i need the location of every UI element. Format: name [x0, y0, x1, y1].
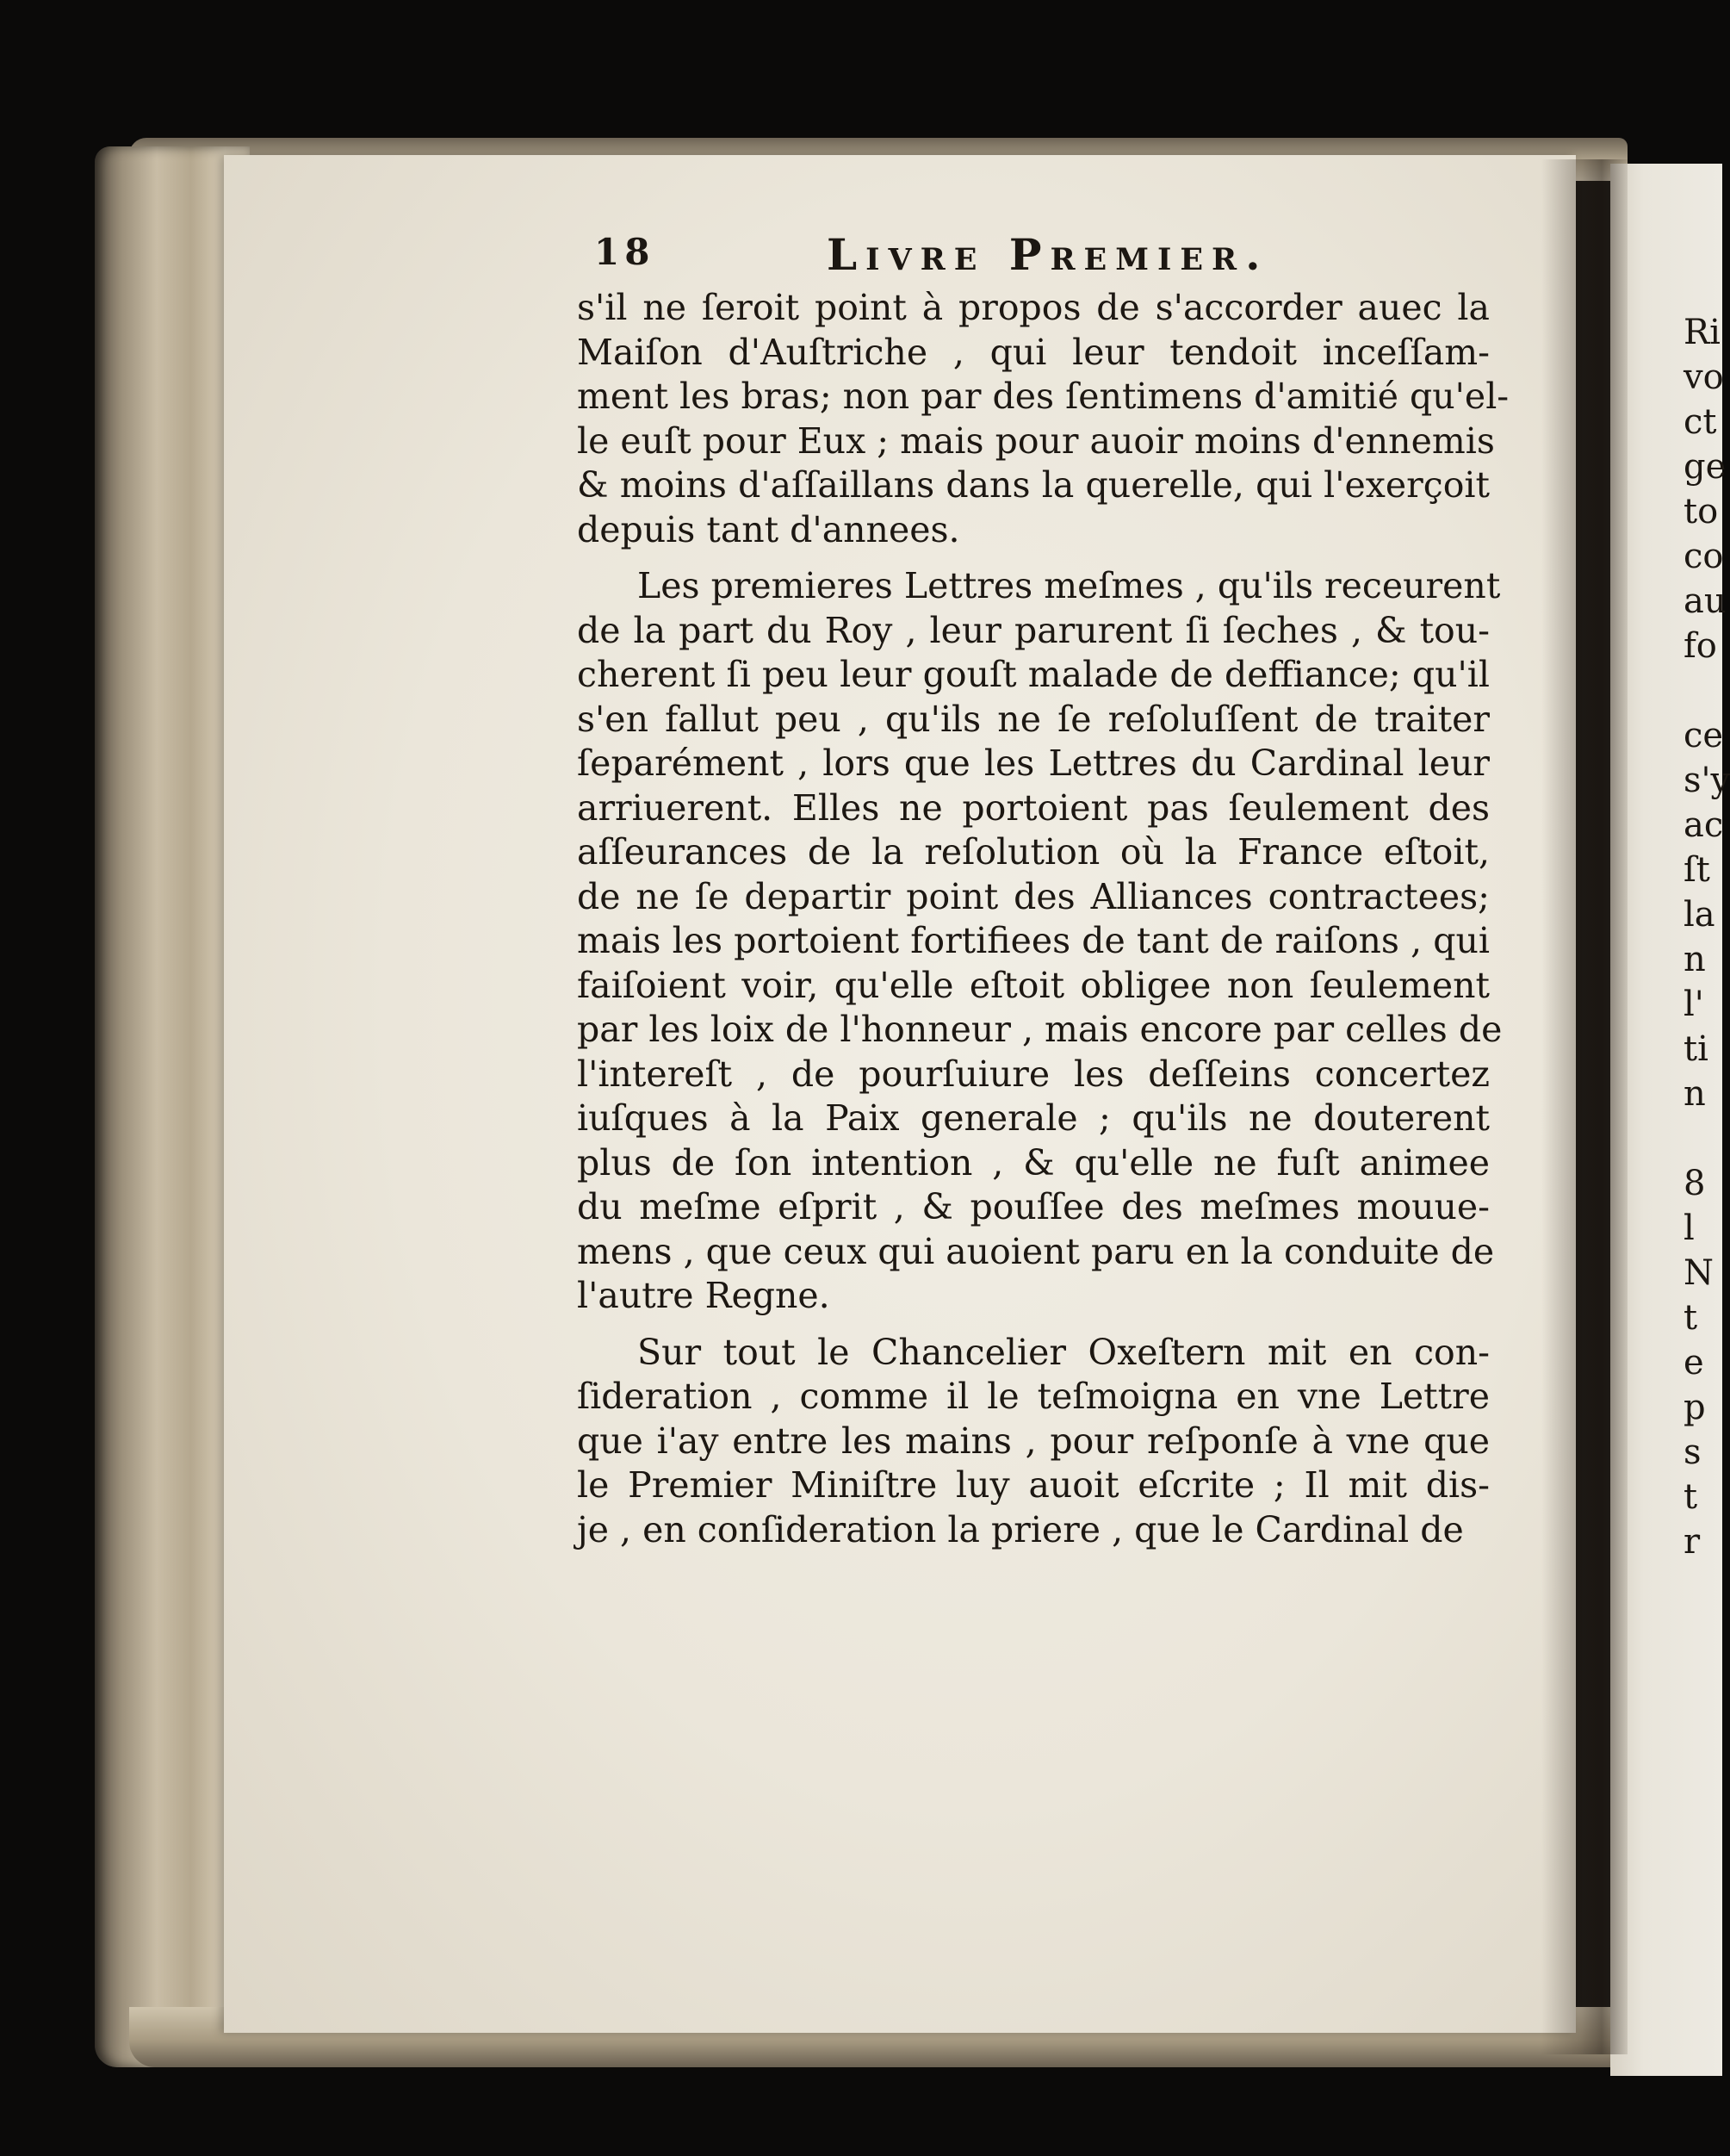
right-page-fragment: l'	[1683, 985, 1704, 1024]
right-page-fragment: p	[1683, 1388, 1706, 1427]
text-line: que i'ay entre les mains , pour reſponſe à vne que	[577, 1420, 1490, 1462]
right-page-fragment: n	[1683, 940, 1706, 979]
right-page-fragment: ti	[1683, 1029, 1708, 1069]
page-number: 18	[594, 231, 655, 273]
text-line: faiſoient voir, qu'elle eſtoit obligee non ſeulement	[577, 964, 1490, 1006]
text-line: mais les portoient fortifiees de tant de raiſons , qui	[577, 920, 1490, 961]
running-head	[577, 226, 1490, 286]
right-page-fragment: e	[1683, 1343, 1704, 1382]
right-page-fragment: Ri	[1683, 313, 1721, 352]
right-page-fragment: t	[1683, 1298, 1698, 1338]
text-line: ment les bras; non par des ſentimens d'amitié qu'el-	[577, 376, 1510, 417]
text-line: mens , que ceux qui auoient paru en la conduite de	[577, 1230, 1495, 1272]
right-page-gap	[1683, 668, 1730, 713]
right-page-fragment: ac	[1683, 805, 1724, 845]
right-page-fragment: s'y	[1683, 761, 1730, 800]
right-page-fragment: to	[1683, 492, 1719, 531]
right-page-fragment: 8	[1683, 1164, 1706, 1203]
paragraph-gap	[577, 1319, 1490, 1331]
text-line: ſideration , comme il le teſmoigna en vne Lettre	[577, 1376, 1490, 1417]
right-page-fragment: la	[1683, 895, 1715, 935]
left-page-text	[577, 226, 1510, 1552]
text-line: s'en fallut peu , qu'ils ne ſe reſoluſſent de traiter	[577, 698, 1490, 740]
right-page-fragment: s	[1683, 1432, 1702, 1472]
text-line: le euſt pour Eux ; mais pour auoir moins d'ennemis	[577, 419, 1495, 462]
text-line: arriuerent. Elles ne portoient pas ſeulement des	[577, 786, 1490, 829]
text-line: du meſme eſprit , & pouſſee des meſmes mouue-	[577, 1186, 1490, 1227]
right-page-fragment: ce	[1683, 716, 1724, 755]
text-line: Sur tout le Chancelier Oxeſtern mit en con-	[637, 1331, 1490, 1373]
right-page-fragment: au	[1683, 581, 1727, 621]
text-line: ſeparément , lors que les Lettres du Cardinal leur	[577, 742, 1490, 784]
right-page-fragment: r	[1683, 1522, 1701, 1562]
text-line: je , en conſideration la priere , que le Cardinal de	[577, 1508, 1464, 1550]
right-page-fragment: co	[1683, 537, 1724, 576]
text-line: Les premieres Lettres meſmes , qu'ils receurent	[637, 565, 1501, 606]
text-line: l'intereſt , de pourſuiure les deſſeins concertez	[577, 1053, 1490, 1095]
running-head-title: Livre Premier.	[827, 229, 1269, 280]
right-page-fragment: l	[1683, 1208, 1695, 1248]
text-line: par les loix de l'honneur , mais encore par celles de	[577, 1009, 1503, 1050]
right-page-fragment: fo	[1683, 626, 1717, 666]
text-line: l'autre Regne.	[577, 1275, 830, 1316]
paragraph-gap	[577, 552, 1490, 564]
right-page-fragment: n	[1683, 1074, 1706, 1114]
text-line: de la part du Roy , leur parurent ſi ſeches , & tou-	[577, 609, 1490, 651]
paragraphs	[577, 286, 1510, 1552]
right-page-fragment: ge	[1683, 447, 1727, 487]
text-line: Maiſon d'Auſtriche , qui leur tendoit inceſſam-	[577, 331, 1490, 373]
text-line: plus de ſon intention , & qu'elle ne fuſt animee	[577, 1141, 1490, 1184]
right-page-fragment: vo	[1683, 357, 1724, 397]
text-line: depuis tant d'annees.	[577, 508, 960, 550]
text-line: de ne ſe departir point des Alliances contractees;	[577, 875, 1490, 917]
text-line: & moins d'aſſaillans dans la querelle, qui l'exerçoit	[577, 464, 1490, 506]
text-line: iuſques à la Paix generale ; qu'ils ne douterent	[577, 1097, 1490, 1139]
right-page-fragment: ſt	[1683, 850, 1710, 890]
text-line: aſſeurances de la reſolution où la France eſtoit,	[577, 831, 1490, 873]
right-page-fragment: N	[1683, 1253, 1714, 1293]
right-page-fragment: t	[1683, 1477, 1698, 1517]
paragraph	[577, 1331, 1490, 1553]
text-line: s'il ne ſeroit point à propos de s'accorder auec la	[577, 287, 1490, 328]
paragraph	[577, 286, 1510, 552]
right-page-fragments	[1683, 310, 1730, 1564]
right-page-gap	[1683, 1116, 1730, 1161]
right-page-fragment: ct	[1683, 402, 1717, 442]
page-gutter-shadow	[1541, 159, 1628, 2054]
text-line: le Premier Miniſtre luy auoit eſcrite ; Il mit dis-	[577, 1464, 1490, 1506]
text-line: cherent ſi peu leur gouſt malade de deffiance; qu'il	[577, 654, 1490, 695]
paragraph	[577, 564, 1503, 1319]
